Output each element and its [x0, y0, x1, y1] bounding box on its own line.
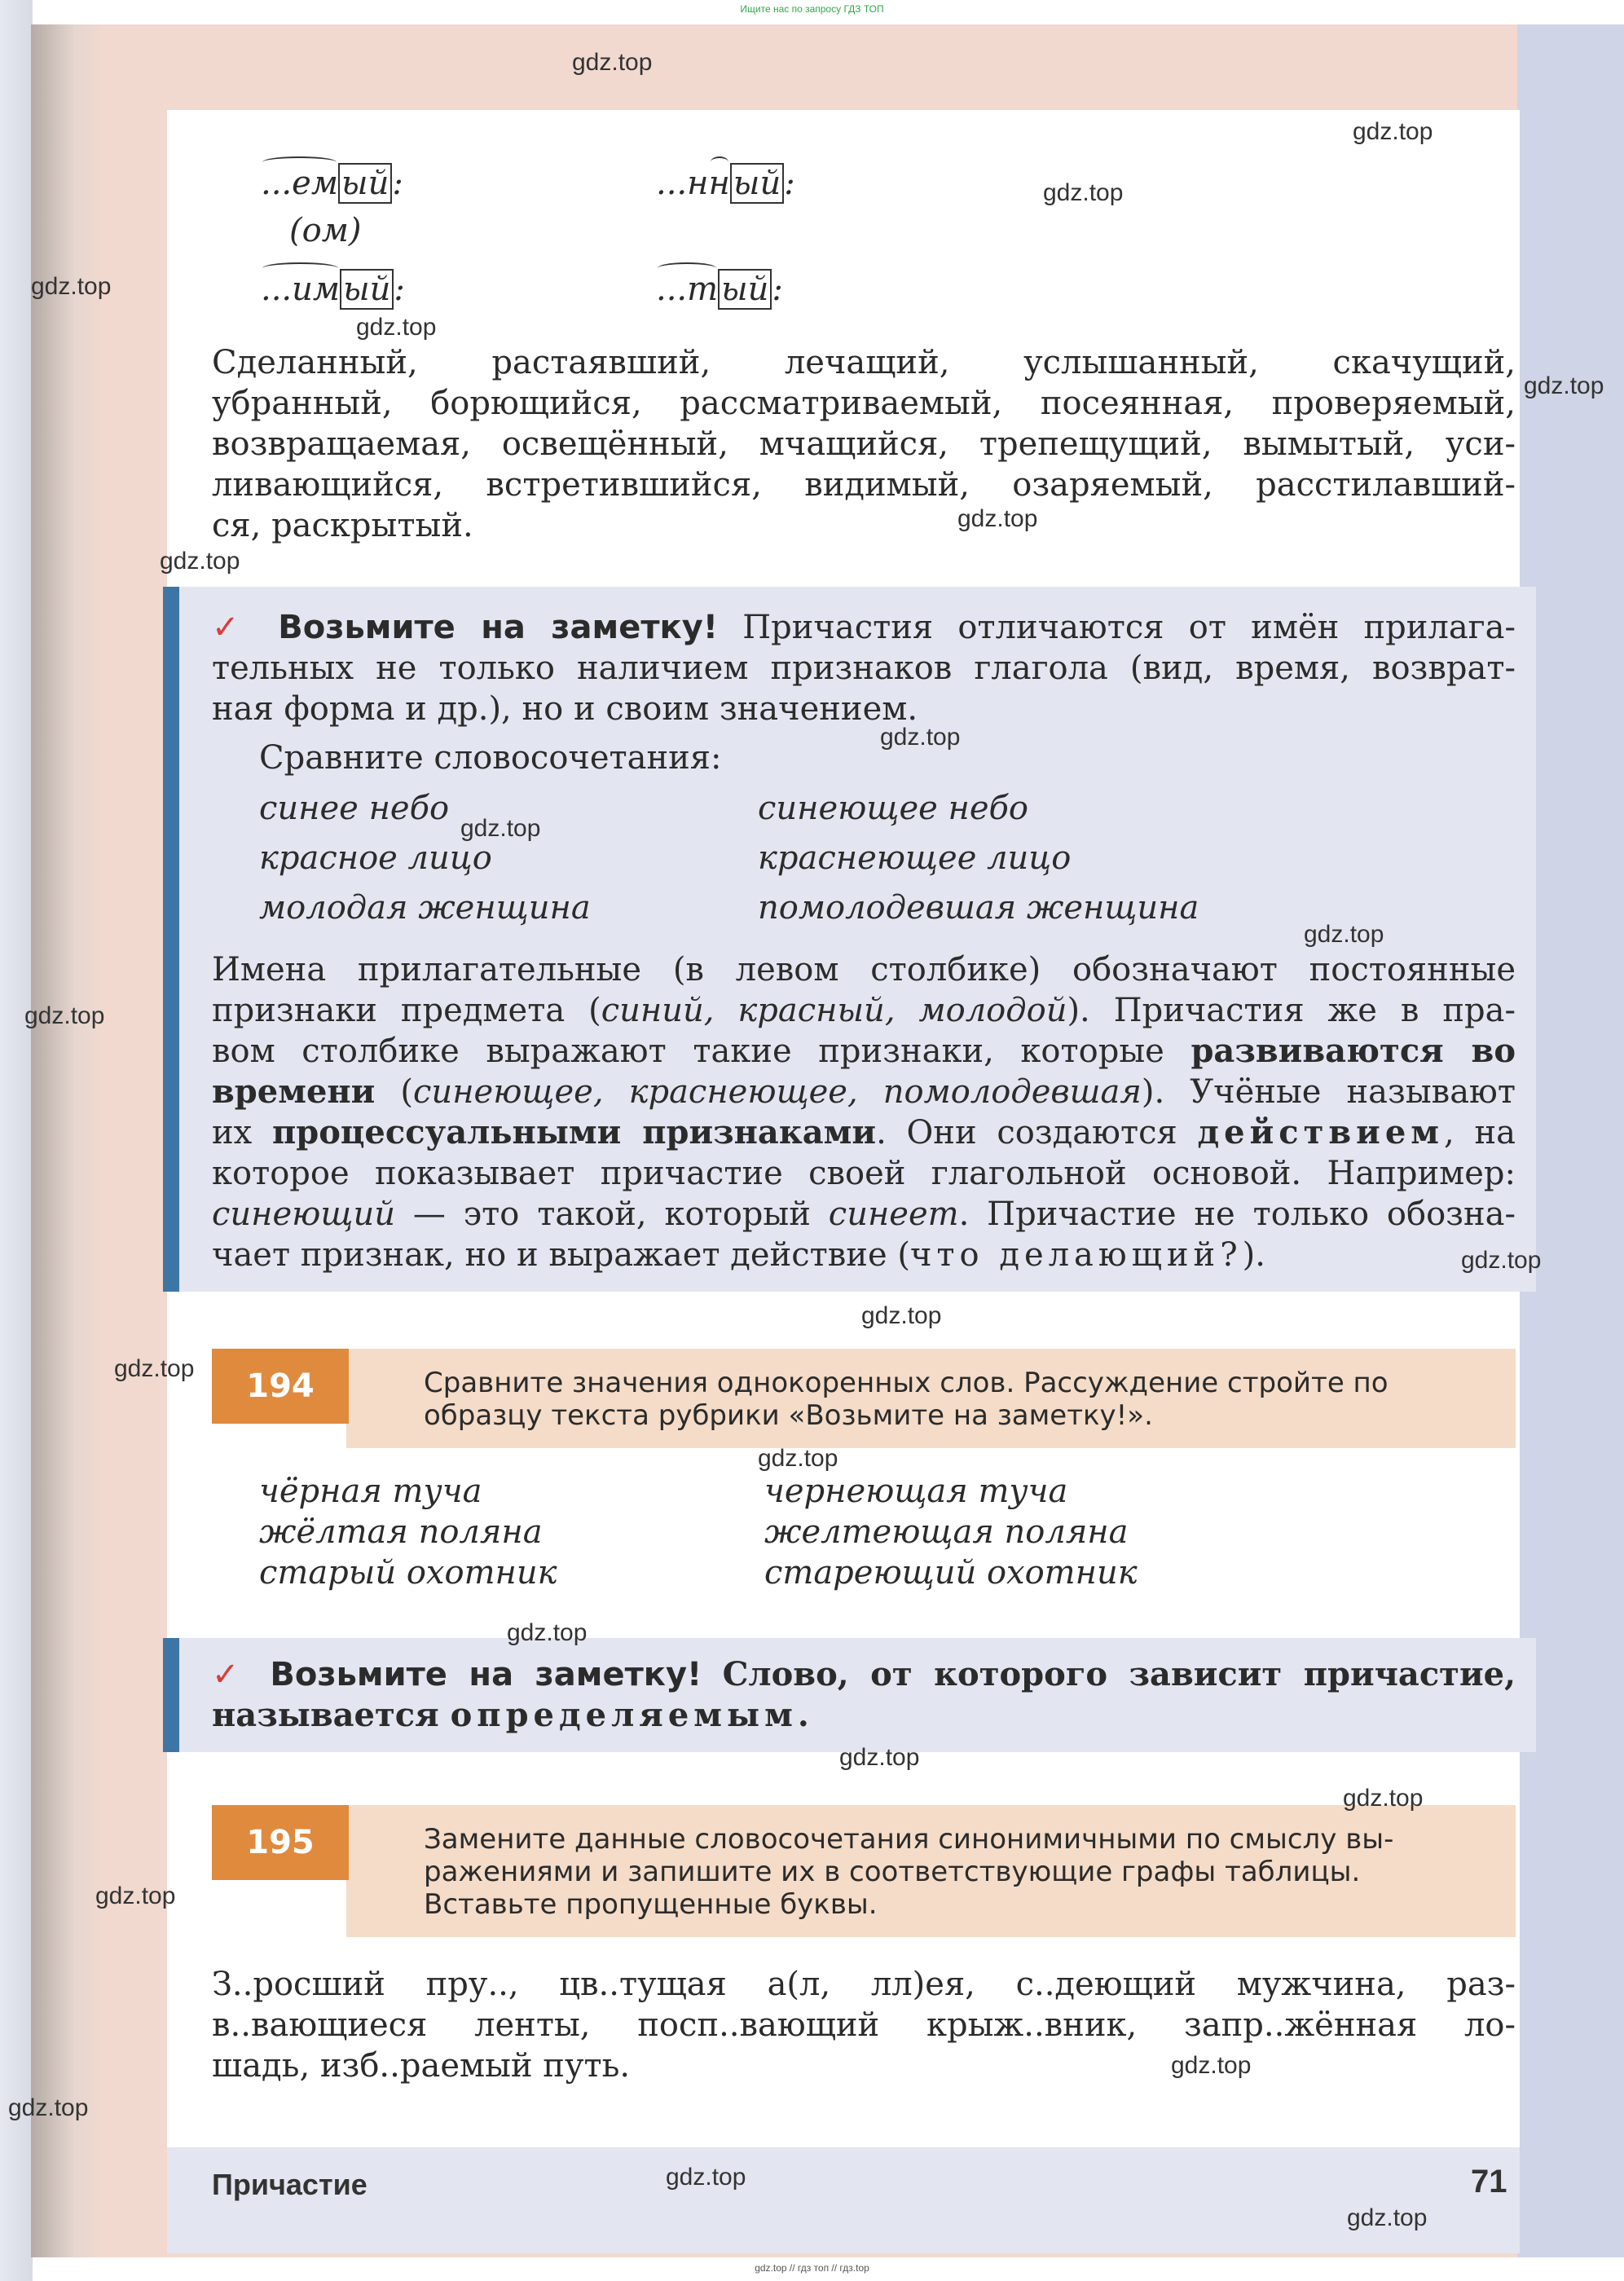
exercise-195-task-line: ражениями и запишите их в соответствующие графы таблицы. — [424, 1856, 1361, 1888]
watermark: gdz.top — [880, 724, 961, 751]
exercise-195-line: шадь, изб..раемый путь. — [212, 2047, 631, 2085]
note1-para-line — [212, 990, 1516, 1031]
exercise-195-task-line: Замените данные словосочетания синонимичными по смыслу вы- — [424, 1823, 1394, 1856]
exercise-195-line: З..росший пру.., цв..тущая а(л, лл)ея, с..деющий мужчина, раз- — [212, 1966, 1516, 2003]
watermark: gdz.top — [861, 1302, 942, 1329]
watermark: gdz.top — [839, 1744, 920, 1771]
spaced-text: действием — [1197, 1113, 1445, 1152]
watermark: gdz.top — [1043, 179, 1124, 206]
word-list-line: Сделанный, растаявший, лечащий, услышанный, скачущий, — [212, 344, 1516, 381]
bold-text: процессуальными признаками — [271, 1113, 877, 1152]
bottom-caption: gdz.top // гдз топ // гдз.top — [755, 2262, 869, 2274]
suffix-n-arc: н — [708, 165, 730, 202]
spaced-text: что делающий? — [909, 1236, 1243, 1274]
page-number: 71 — [1471, 2164, 1507, 2200]
text: . Они создаются — [876, 1114, 1198, 1152]
note2-line1 — [212, 1654, 1516, 1695]
word-list-line: ся, раскрытый. — [212, 507, 473, 544]
text: вом столбике выражают такие признаки, которые — [212, 1033, 1191, 1070]
pair-left: красное лицо — [259, 839, 492, 877]
watermark: gdz.top — [95, 1882, 176, 1909]
text: ( — [375, 1073, 414, 1111]
spaced-text: определяемым — [450, 1696, 798, 1734]
pair-right: помолодевшая женщина — [758, 889, 1199, 927]
watermark: gdz.top — [160, 548, 240, 575]
note1-line3: ная форма и др.), но и своим значением. — [212, 690, 918, 728]
watermark: gdz.top — [1353, 118, 1433, 145]
pair-right: синеющее небо — [758, 790, 1029, 827]
watermark: gdz.top — [957, 505, 1038, 532]
pair-left: синее небо — [259, 790, 450, 827]
compare-heading: Сравните словосочетания: — [259, 739, 722, 777]
suffix-scheme-om: (ом) — [289, 212, 362, 249]
text: — это такой, который — [394, 1196, 829, 1233]
pair-right: стареющий охотник — [764, 1554, 1138, 1592]
watermark: gdz.top — [1304, 921, 1384, 948]
note2-line2 — [212, 1695, 809, 1736]
suffix-t: ...т — [656, 271, 719, 308]
suffix-scheme-nn — [656, 163, 795, 204]
italic-text: синеет — [828, 1196, 959, 1233]
check-icon: ✓ — [212, 1656, 250, 1693]
pair-right: желтеющая поляна — [764, 1513, 1129, 1551]
top-caption: Ищите нас по запросу ГДЗ ТОП — [740, 3, 884, 15]
footer-section-title: Причастие — [212, 2168, 367, 2201]
text: ). Причастия же в пра- — [1067, 992, 1516, 1029]
word-list-line: возвращаемая, освещённый, мчащийся, трепещущий, вымытый, уси- — [212, 425, 1516, 463]
left-page-edge — [0, 0, 33, 2281]
suffix-scheme-t — [656, 269, 783, 310]
suffix-scheme-im — [261, 269, 405, 310]
suffix-im: ...им — [261, 271, 341, 308]
note1-para-line: Имена прилагательные (в левом столбике) обозначают постоянные — [212, 951, 1516, 989]
word-list-line: убранный, борющийся, рассматриваемый, посеянная, проверяемый, — [212, 385, 1516, 422]
ending-box: ый — [338, 163, 392, 204]
colon: : — [784, 165, 795, 202]
watermark: gdz.top — [572, 49, 653, 76]
watermark: gdz.top — [8, 2094, 89, 2121]
exercise-195-line: в..вающиеся ленты, посп..вающий крыж..вник, запр..жённая ло- — [212, 2006, 1516, 2044]
exercise-195-task-line: Вставьте пропущенные буквы. — [424, 1888, 878, 1921]
note1-para-line: которое показывает причастие своей глагольной основой. Например: — [212, 1155, 1516, 1192]
note1-line1 — [212, 607, 1516, 648]
suffix-scheme-em — [261, 163, 403, 204]
page-spine-shadow — [31, 24, 104, 2257]
suffix-em: ...ем — [261, 165, 338, 202]
watermark: gdz.top — [758, 1445, 838, 1472]
pair-left: старый охотник — [259, 1554, 557, 1592]
pair-right: краснеющее лицо — [758, 839, 1072, 877]
watermark: gdz.top — [1524, 372, 1604, 399]
exercise-194-task-line: Сравните значения однокоренных слов. Рассуждение стройте по — [424, 1367, 1389, 1399]
note1-line2: тельных не только наличием признаков глагола (вид, время, возврат- — [212, 650, 1516, 687]
exercise-194-number: 194 — [212, 1349, 349, 1424]
ending-box: ый — [730, 163, 784, 204]
bold-text: времени — [212, 1072, 376, 1111]
note-title: Возьмите на заметку! — [270, 1656, 702, 1693]
pair-left: молодая женщина — [259, 889, 591, 927]
text: их — [212, 1114, 272, 1152]
watermark: gdz.top — [1343, 1785, 1424, 1812]
text: чает признак, но и выражает действие ( — [212, 1236, 910, 1274]
watermark: gdz.top — [1347, 2204, 1428, 2231]
italic-text: синеющий — [212, 1196, 395, 1233]
note-text: Слово, от которого зависит причастие, — [722, 1655, 1516, 1693]
watermark: gdz.top — [666, 2164, 746, 2191]
text: . — [797, 1696, 809, 1734]
watermark: gdz.top — [24, 1002, 105, 1029]
watermark: gdz.top — [1461, 1247, 1542, 1274]
suffix-n: ...н — [656, 165, 709, 202]
text: ). — [1242, 1236, 1265, 1274]
check-icon: ✓ — [212, 609, 254, 646]
exercise-195-number: 195 — [212, 1805, 349, 1880]
italic-text: синеющее, краснеющее, помолодевшая — [413, 1073, 1142, 1111]
text: признаки предмета ( — [212, 992, 601, 1029]
note-text: Причастия отличаются от имён прилага- — [742, 609, 1516, 646]
pair-left: чёрная туча — [259, 1473, 482, 1510]
colon: : — [772, 271, 783, 308]
watermark: gdz.top — [460, 815, 541, 842]
note1-para-line — [212, 1072, 1516, 1112]
exercise-194-task-line: образцу текста рубрики «Возьмите на заметку!». — [424, 1399, 1153, 1432]
note1-para-line — [212, 1194, 1516, 1235]
text: . Причастие не только обозна- — [958, 1196, 1516, 1233]
watermark: gdz.top — [356, 314, 437, 341]
watermark: gdz.top — [114, 1355, 195, 1382]
watermark: gdz.top — [31, 273, 112, 300]
italic-text: синий, красный, молодой — [601, 992, 1067, 1029]
ending-box: ый — [340, 269, 394, 310]
ending-box: ый — [718, 269, 772, 310]
text: ). Учёные называют — [1141, 1073, 1516, 1111]
text: называется — [212, 1696, 451, 1734]
page-footer — [167, 2147, 1520, 2253]
text: , на — [1444, 1114, 1516, 1152]
note-title: Возьмите на заметку! — [278, 609, 719, 646]
colon: : — [392, 165, 403, 202]
note1-para-line — [212, 1112, 1516, 1153]
watermark: gdz.top — [507, 1619, 588, 1646]
bold-text: развиваются во — [1190, 1032, 1516, 1070]
watermark: gdz.top — [1171, 2052, 1252, 2079]
pair-right: чернеющая туча — [764, 1473, 1068, 1510]
colon: : — [394, 271, 405, 308]
word-list-line: ливающийся, встретившийся, видимый, озаряемый, расстилавший- — [212, 466, 1516, 504]
note1-para-line — [212, 1031, 1516, 1072]
pair-left: жёлтая поляна — [259, 1513, 543, 1551]
note1-para-line — [212, 1235, 1265, 1275]
